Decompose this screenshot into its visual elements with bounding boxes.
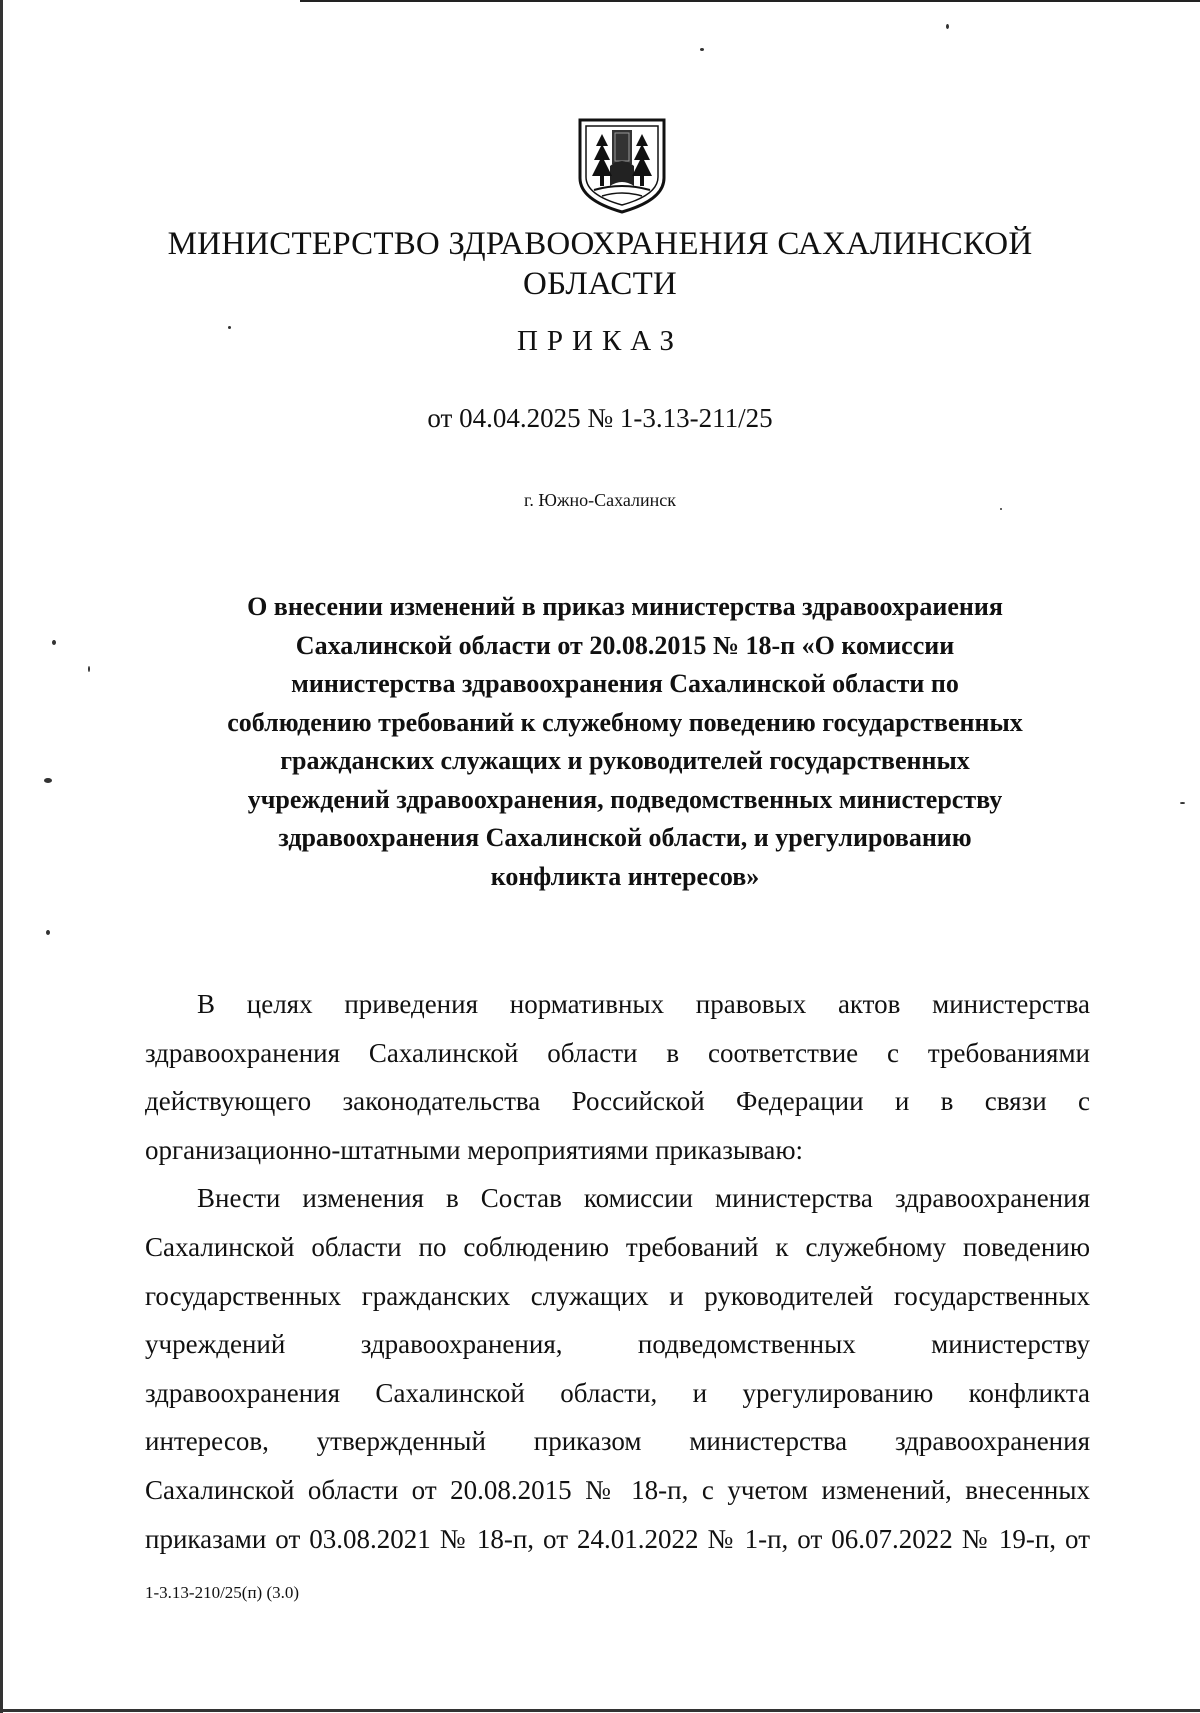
scan-speck (88, 666, 90, 672)
paragraph-1-line: здравоохранения Сахалинской области в соответствие с требованиями (145, 1037, 1090, 1068)
title-line: соблюдению требований к служебному поведению государственных (227, 707, 1023, 737)
title-line: учреждений здравоохранения, подведомственных министерству (247, 784, 1003, 814)
paragraph-2-line: здравоохранения Сахалинской области, и урегулированию конфликта (145, 1377, 1090, 1408)
scan-edge-left (0, 0, 3, 1713)
scan-speck (52, 640, 56, 645)
scan-speck (228, 326, 231, 329)
title-line: министерства здравоохранения Сахалинской области по (291, 669, 959, 698)
scan-speck (946, 24, 949, 29)
paragraph-2-line: интересов, утвержденный приказом министерства здравоохранения (145, 1426, 1090, 1457)
scan-speck (700, 48, 704, 51)
title-line: Сахалинской области от 20.08.2015 № 18-п «О комиссии (295, 630, 955, 660)
document-title (150, 588, 1100, 896)
scan-speck (1000, 508, 1002, 510)
ministry-title-line-1: МИНИСТЕРСТВО ЗДРАВООХРАНЕНИЯ САХАЛИНСКОЙ (167, 226, 1033, 262)
paragraph-2-line: Сахалинской области от 20.08.2015 № 18-п, с учетом изменений, внесенных (145, 1474, 1090, 1505)
scan-edge-bottom (0, 1709, 1200, 1712)
paragraph-2-line: Внести изменения в Состав комиссии министерства здравоохранения (197, 1183, 1090, 1214)
city-name: г. Южно-Сахалинск (523, 490, 677, 510)
scan-speck (44, 778, 52, 783)
paragraph-1-line: действующего законодательства Российской Федерации и в связи с (145, 1086, 1090, 1117)
paragraph-2-line: приказами от 03.08.2021 № 18-п, от 24.01.2022 № 1-п, от 06.07.2022 № 19-п, от (145, 1523, 1090, 1554)
scan-speck (1180, 802, 1185, 804)
paragraph-2-line: учреждений здравоохранения, подведомственных министерству (145, 1329, 1090, 1360)
paragraph-1-line: В целях приведения нормативных правовых актов министерства (197, 989, 1090, 1019)
title-line: О внесении изменений в приказ министерства здравоохраиения (247, 592, 1003, 621)
scan-speck (46, 930, 50, 935)
coat-of-arms-icon (572, 116, 672, 216)
body-text (145, 980, 1090, 1563)
title-line: здравоохранения Сахалинской области, и урегулированию (278, 823, 972, 852)
title-line: гражданских служащих и руководителей государственных (280, 746, 970, 775)
scan-edge-top (300, 0, 1200, 2)
paragraph-2-line: Сахалинской области по соблюдению требований к служебному поведению (145, 1231, 1090, 1262)
ministry-title-line-2: ОБЛАСТИ (523, 266, 677, 302)
paragraph-2-line: государственных гражданских служащих и руководителей государственных (145, 1280, 1090, 1311)
paragraph-1-line: организационно-штатными мероприятиями приказываю: (145, 1134, 804, 1165)
document-code: 1-3.13-210/25(п) (3.0) (145, 1583, 300, 1602)
order-label: ПРИКАЗ (516, 325, 684, 357)
title-line: конфликта интересов» (490, 861, 760, 891)
order-number: от 04.04.2025 № 1-3.13-211/25 (427, 403, 773, 433)
ministry-title (100, 224, 1100, 304)
